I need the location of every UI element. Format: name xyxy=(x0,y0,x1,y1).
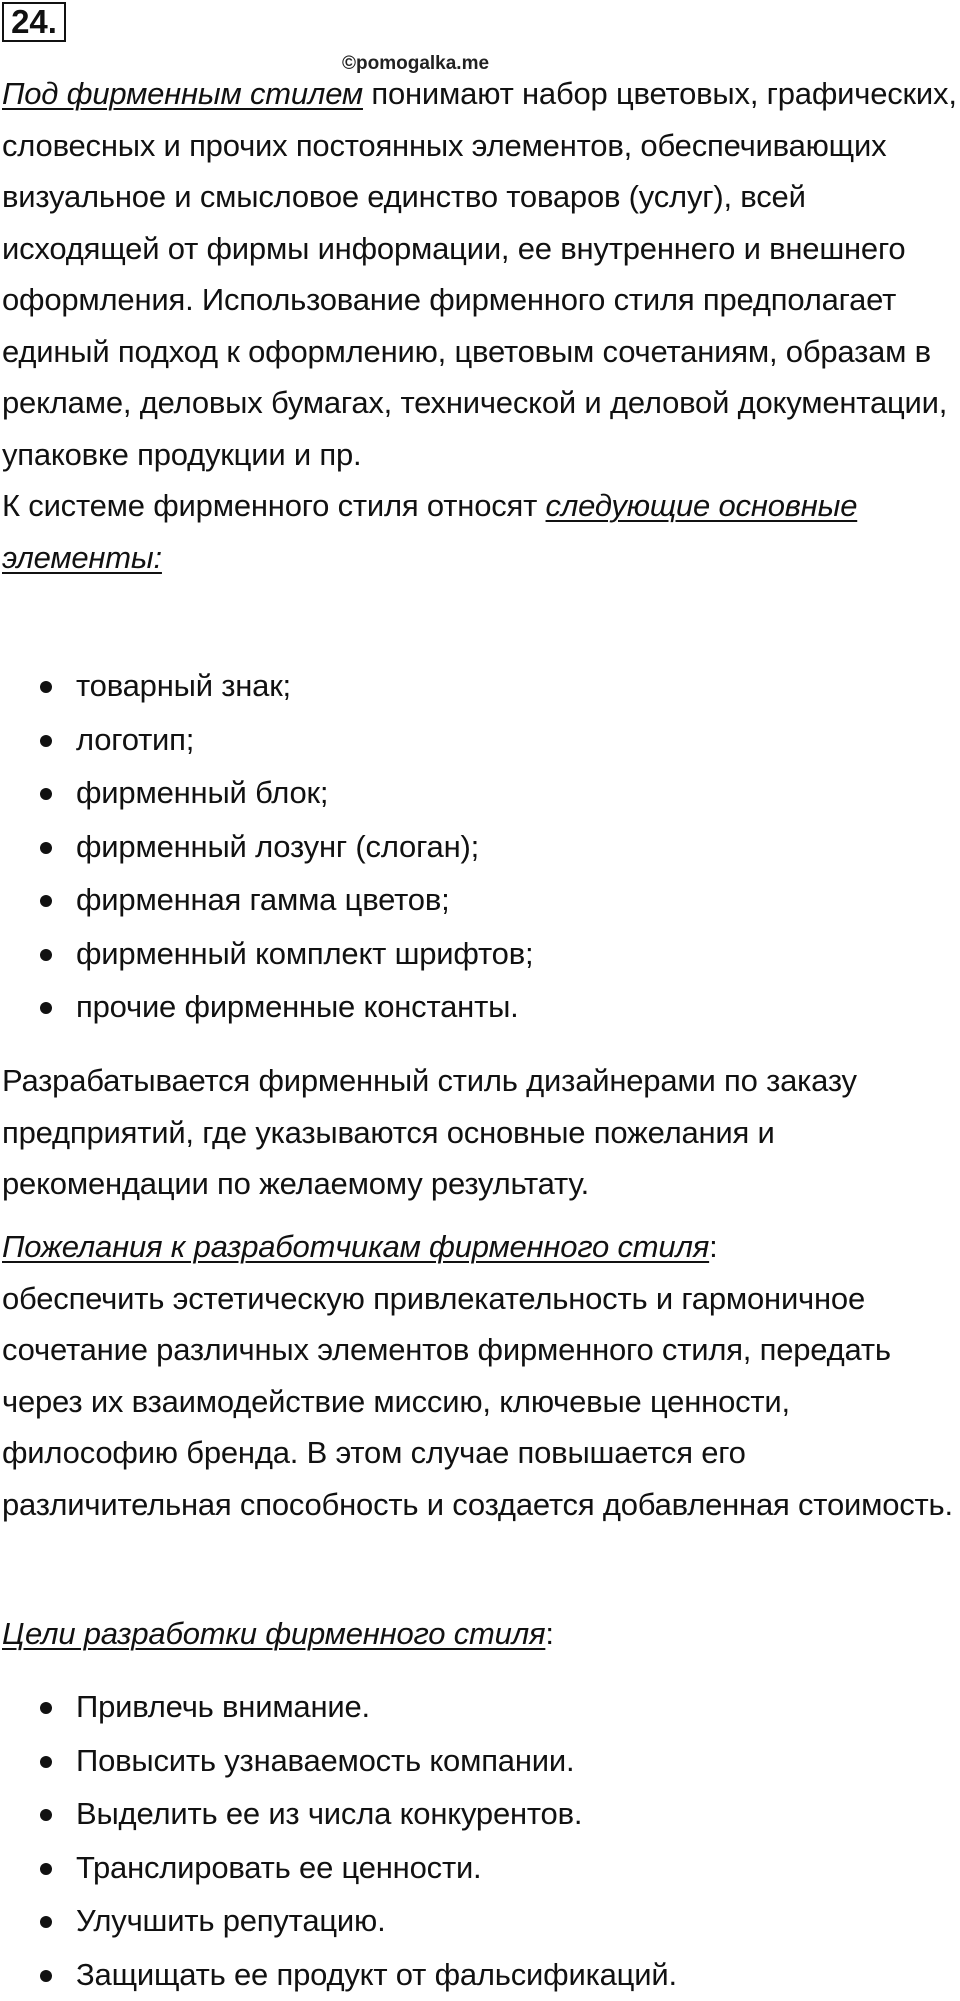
elements-list-block xyxy=(2,659,957,1034)
list-item: Выделить ее из числа конкурентов. xyxy=(2,1787,957,1841)
bullet-icon xyxy=(40,895,52,907)
bullet-icon xyxy=(40,1916,52,1928)
bullet-icon xyxy=(40,1756,52,1768)
goals-heading: Цели разработки фирменного стиля: xyxy=(2,1608,957,1660)
bullet-icon xyxy=(40,842,52,854)
bullet-icon xyxy=(40,1702,52,1714)
system-paragraph xyxy=(2,480,957,583)
goals-list-block xyxy=(2,1680,957,2001)
goals-list xyxy=(2,1680,957,2001)
definition-text: понимают набор цветовых, графических, словесных и прочих постоянных элементов, обеспечивающих визуальное и смысловое единство товаров (услуг), всей исходящей от фирмы информации, ее внутреннего и внешнего оформления. Использование фирменного стиля предполагает единый подход к оформлению, цветовым сочетаниям, образам в рекламе, деловых бумагах, технической и деловой документации, упаковке продукции и пр. xyxy=(2,76,957,472)
elements-list xyxy=(2,659,957,1034)
bullet-icon xyxy=(40,1002,52,1014)
wishes-paragraph: Пожелания к разработчикам фирменного стиля: обеспечить эстетическую привлекательность и гармоничное сочетание различных элементов фирменного стиля, передать через их взаимодействие миссию, ключевые ценности, философию бренда. В этом случае повышается его различительная способность и создается добавленная стоимость. xyxy=(2,1221,957,1530)
bullet-icon xyxy=(40,681,52,693)
list-item: Улучшить репутацию. xyxy=(2,1894,957,1948)
bullet-icon xyxy=(40,735,52,747)
list-item: товарный знак; xyxy=(2,659,957,713)
watermark: ©pomogalka.me xyxy=(342,53,489,75)
bullet-icon xyxy=(40,949,52,961)
list-item: фирменный блок; xyxy=(2,766,957,820)
list-item: фирменный комплект шрифтов; xyxy=(2,927,957,981)
list-item: Повысить узнаваемость компании. xyxy=(2,1734,957,1788)
system-emphasis: следующие основные элементы: xyxy=(2,488,857,575)
list-item: Привлечь внимание. xyxy=(2,1680,957,1734)
list-item: фирменная гамма цветов; xyxy=(2,873,957,927)
intro-paragraph xyxy=(2,68,957,583)
task-number: 24. xyxy=(2,2,66,42)
goals-title: Цели разработки фирменного стиля xyxy=(2,1616,545,1651)
system-prefix: К системе фирменного стиля относят xyxy=(2,488,546,523)
list-item: Защищать ее продукт от фальсификаций. xyxy=(2,1948,957,2001)
list-item: Транслировать ее ценности. xyxy=(2,1841,957,1895)
list-item: прочие фирменные константы. xyxy=(2,980,957,1034)
list-item: фирменный лозунг (слоган); xyxy=(2,820,957,874)
wishes-text: обеспечить эстетическую привлекательность и гармоничное сочетание различных элементов фирменного стиля, передать через их взаимодействие миссию, ключевые ценности, философию бренда. В этом случае повышается его различительная способность и создается добавленная стоимость. xyxy=(2,1281,953,1522)
definition-term: Под фирменным стилем xyxy=(2,76,363,111)
bullet-icon xyxy=(40,1809,52,1821)
definition-paragraph xyxy=(2,68,957,480)
list-item: логотип; xyxy=(2,713,957,767)
bullet-icon xyxy=(40,788,52,800)
bullet-icon xyxy=(40,1970,52,1982)
wishes-title: Пожелания к разработчикам фирменного стиля xyxy=(2,1229,709,1264)
bullet-icon xyxy=(40,1863,52,1875)
development-paragraph: Разрабатывается фирменный стиль дизайнерами по заказу предприятий, где указываются основные пожелания и рекомендации по желаемому результату. xyxy=(2,1055,957,1210)
